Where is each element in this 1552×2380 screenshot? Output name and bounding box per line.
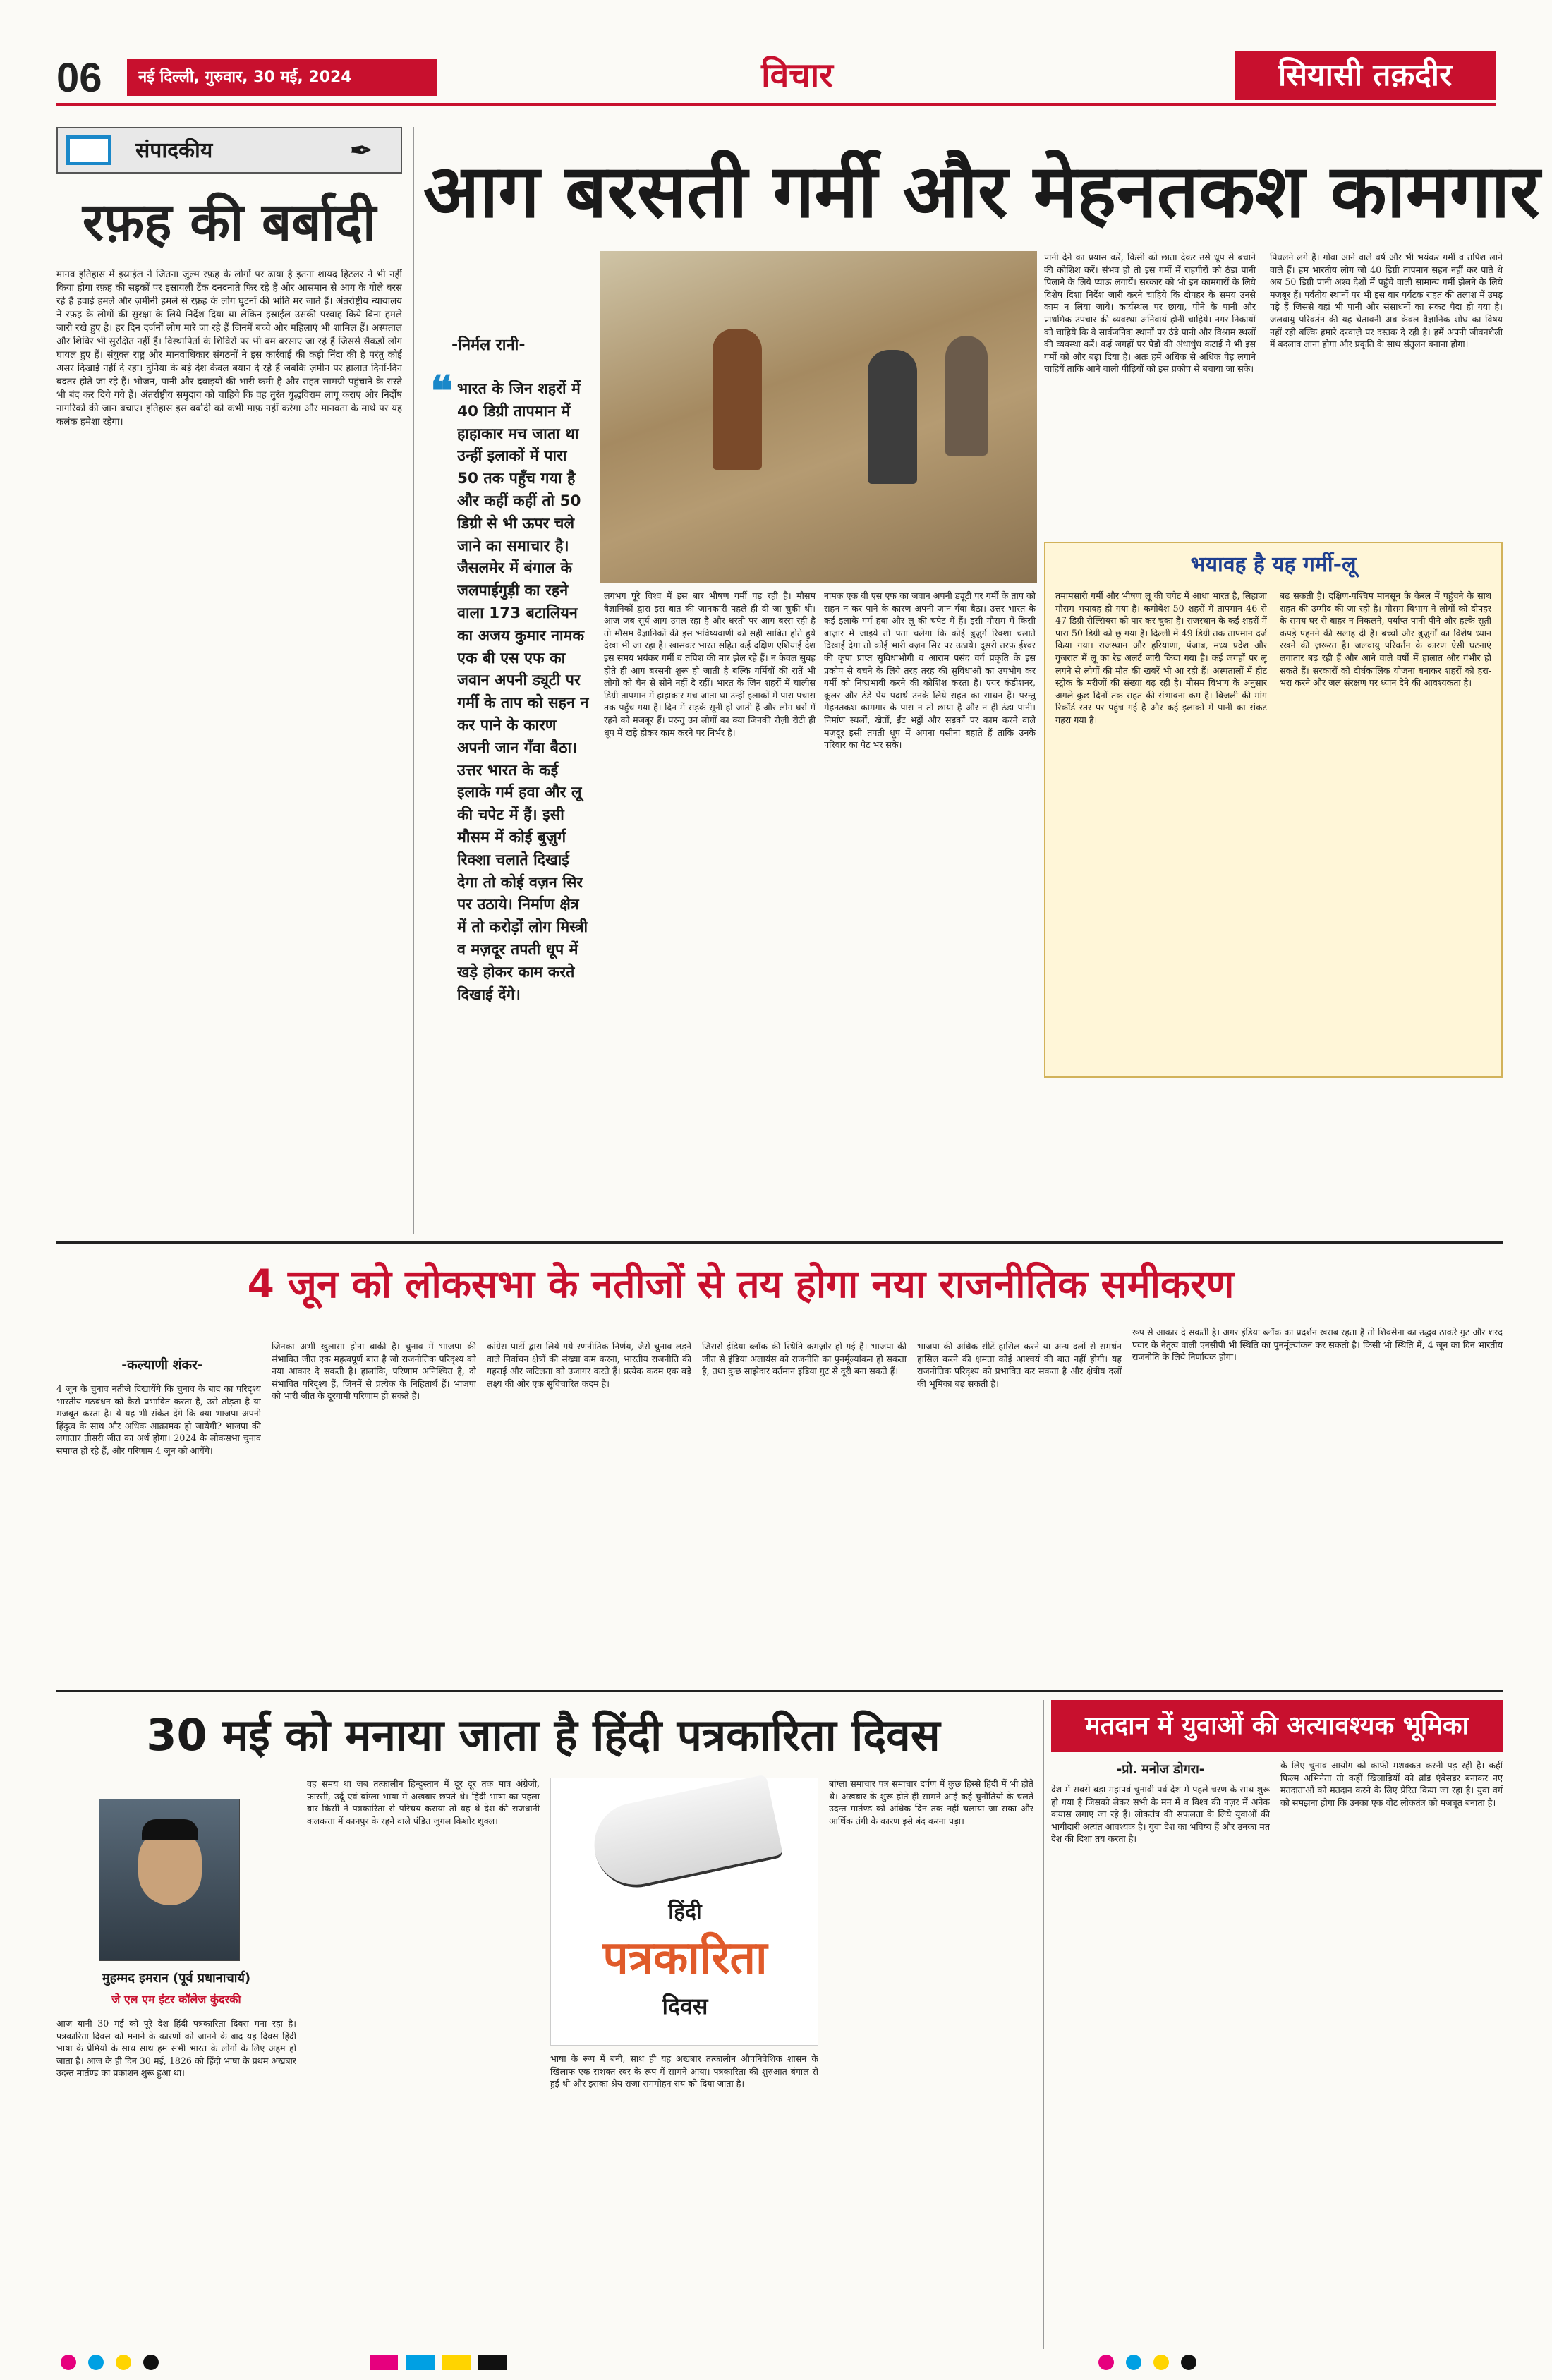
registration-mark [61,2355,76,2370]
lead-column-1: लगभग पूरे विश्व में इस बार भीषण गर्मी पड़ रही है। मौसम वैज्ञानिकों द्वारा इस बात की जानकारी पहले ही दी जा चुकी थी। आज जब सूर्य आग उगल रहा है और धरती पर आग बरस रही है तो मौसम वैज्ञानिकों की इस भविष्यवाणी को सही साबित होते हुये देखा भी जा रहा है। खासकर भारत सहित कई दक्षिण एशियाई देश इस समय भयंकर गर्मी व तपिश की मार झेल रहे हैं। न केवल सुबह होते ही आग बरसनी शुरू हो जाती है बल्कि गर्मियों की रातें भी लोगों को चैन से सोने नहीं दे रहीं। भारत के जिन शहरों में चालीस डिग्री तापमान में हाहाकार मच जाता था उन्हीं इलाकों में पारा पचास तक पहुँच गया है। दिन में सड़कें सूनी हो जाती हैं और लोग घरों में रहने को मजबूर हैं। परन्तु उन लोगों का क्या जिनकी रोज़ी रोटी ही धूप में खड़े होकर काम करने पर निर्भर है। [604,590,816,738]
registration-mark [1098,2355,1114,2370]
logo-text-hindi: हिंदी [668,1900,702,1924]
registration-mark [88,2355,104,2370]
page-header [56,51,1496,106]
election-column-5: भाजपा की अधिक सीटें हासिल करने या अन्य दलों से समर्थन हासिल करने की क्षमता कोई आश्चर्य की बात नहीं होगी। यह राजनीतिक परिदृश्य को प्रभावित कर सकता है और क्षेत्रीय दलों की भूमिका बढ़ सकती है। [917,1341,1122,1389]
lead-byline: -निर्मल रानी- [451,336,526,354]
editorial-body: मानव इतिहास में इस्राईल ने जितना जुल्म रफ़ह के लोगों पर ढाया है इतना शायद हिटलर ने भी नहीं किया होगा रफ़ह की सड़कों पर इस्रायली टैंक दनदनाते फिर रहे हैं और आसमान से आग के गोले बरस रहे हैं हवाई हमले और ज़मीनी हमले से रफ़ह के लोग घुटनों की भांति मर जाते हैं। अंतर्राष्ट्रीय न्यायालय ने रफ़ह के लोगों की सुरक्षा के लिये निर्देश दिया था लेकिन इस्राईल उसकी परवाह किये बिना हमले जारी रखे हुए है। हर दिन दर्जनों लोग मारे जा रहे हैं जिनमें बच्चे और महिलाएं भी शामिल हैं। अस्पताल और शिविर भी सुरक्षित नहीं हैं। विस्थापितों के शिविरों पर भी बम बरसाए जा रहे हैं जिससे सैकड़ों लोग घायल हुए हैं। संयुक्त राष्ट्र और मानवाधिकार संगठनों ने इस कार्रवाई की कड़ी निंदा की है परंतु कोई असर दिखाई नहीं दे रहा। दुनिया के बड़े देश केवल बयान दे रहे हैं जबकि ज़मीन पर हालात दिनों-दिन बदतर होते जा रहे हैं। भोजन, पानी और दवाइयों की भारी कमी है और राहत सामग्री पहुंचाने के रास्ते भी बंद कर दिये गये हैं। अंतर्राष्ट्रीय समुदाय को चाहिये कि वह तुरंत युद्धविराम लागू कराए और निर्दोष नागरिकों की जान बचाए। इतिहास इस बर्बादी को कभी माफ़ नहीं करेगा और मानवता के माथे पर यह कलंक हमेशा रहेगा। [56,269,402,427]
youth-divider [1043,1700,1044,2349]
dateline: नई दिल्ली, गुरुवार, 30 मई, 2024 [127,59,437,96]
editorial-title: रफ़ह की बर्बादी [82,192,377,253]
registration-mark [143,2355,159,2370]
section-rule [56,1690,1503,1692]
journalism-column-2: वह समय था जब तत्कालीन हिन्दुस्तान में दूर दूर तक मात्र अंग्रेजी, फ़ारसी, उर्दू एवं बांग्ला भाषा में अखबार छपते थे। हिंदी भाषा का पहला बार किसी ने पत्रकारिता से परिचय कराया तो वह थे देश की राजधानी कलकत्ता में कानपुर के रहने वाले पंडित जुगल किशोर शुक्ल। [307,1778,540,1826]
election-column-3: कांग्रेस पार्टी द्वारा लिये गये रणनीतिक निर्णय, जैसे चुनाव लड़ने वाले निर्वाचन क्षेत्रों की संख्या कम करना, भारतीय राजनीति की गहराई और जटिलता को उजागर करते हैं। प्रत्येक कदम एक बड़े लक्ष्य की ओर एक सुविचारित कदम है। [487,1341,691,1389]
election-column-4: जिससे इंडिया ब्लॉक की स्थिति कमज़ोर हो गई है। भाजपा की जीत से इंडिया अलायंस को राजनीति का पुनर्मूल्यांकन हो सकता है, तथा कुछ साझेदार वर्तमान इंडिया गुट से दूरी बना सकते हैं। [702,1341,907,1377]
election-column-1: 4 जून के चुनाव नतीजे दिखायेंगे कि चुनाव के बाद का परिदृश्य भारतीय गठबंधन को कैसे प्रभावित करता है, उसे तोड़ता है या मजबूत करता है। ये यह भी संकेत देंगे कि क्या भाजपा अपनी हिंदुत्व के साथ और अधिक आक्रामक हो जायेगी? भाजपा की लगातार तीसरी जीत का अर्थ होगा। 2024 के लोकसभा चुनाव समाप्त हो रहे हैं, और परिणाम 4 जून को आयेंगे। [56,1383,261,1456]
color-swatch [442,2355,471,2370]
youth-title: मतदान में युवाओं की अत्यावश्यक भूमिका [1051,1700,1503,1752]
registration-mark [116,2355,131,2370]
heat-sidebar-column-2: बढ़ सकती है। दक्षिण-पश्चिम मानसून के केरल में पहुंचने के साथ राहत की उम्मीद की जा रही है। मौसम विभाग ने लोगों को दोपहर के समय घर से बाहर न निकलने, पर्याप्त पानी पीने और हल्के सूती कपड़े पहनने की सलाह दी है। बच्चों और बुज़ुर्गों का विशेष ध्यान रखने की ज़रूरत है। जलवायु परिवर्तन के कारण ऐसी घटनाएं लगातार बढ़ रही हैं और आने वाले वर्षों में हालात और गंभीर हो सकते हैं। सरकारों को दीर्घकालिक योजना बनाकर शहरों को हरा-भरा करने और जल संरक्षण पर ध्यान देने की आवश्यकता है। [1280,590,1491,688]
journalism-column-1: आज यानी 30 मई को पूरे देश हिंदी पत्रकारिता दिवस मना रहा है। पत्रकारिता दिवस को मनाने के कारणों को जानने के बाद यह दिवस हिंदी भाषा के प्रेमियों के साथ साथ हम सभी भारत के लोगों के लिए अहम हो जाता है। आज के ही दिन 30 मई, 1826 को हिंदी भाषा के प्रथम अखबार उदन्त मार्तण्ड का प्रकाशन शुरू हुआ था। [56,2018,296,2079]
youth-byline: -प्रो. मनोज डोगरा- [1116,1762,1205,1777]
header-rule [56,103,1496,106]
author-cap [142,1819,198,1840]
color-swatch [406,2355,435,2370]
journalism-column-4: बांग्ला समाचार पत्र समाचार दर्पण में कुछ हिस्से हिंदी में भी होते थे। अखबार के शुरू होते ही सामने आई कई चुनौतियों के चलते उदन्त मार्तण्ड को अधिक दिन तक नहीं चलाया जा सका और आर्थिक तंगी के कारण इसे बंद करना पड़ा। [829,1778,1033,1826]
heat-sidebar [1044,542,1503,1078]
election-column-2: जिनका अभी खुलासा होना बाकी है। चुनाव में भाजपा की संभावित जीत एक महत्वपूर्ण बात है जो राजनीतिक परिदृश्य को नया आकार दे सकती है। हालांकि, परिणाम अनिश्चित है, दो संभावित परिदृश्य हैं, जिनमें से प्रत्येक के निहितार्थ हैं। भाजपा को भारी जीत के दूरगामी परिणाम हो सकते हैं। [272,1341,476,1402]
journalism-logo [550,1778,818,2046]
editorial [56,127,402,1234]
color-swatch [370,2355,398,2370]
pen-hand-sketch [586,1774,783,1895]
author-photo [99,1799,240,1961]
lead-column-4: पिघलने लगे हैं। गोवा आने वाले वर्ष और भी भयंकर गर्मी व तपिश लाने वाले हैं। हम भारतीय लोग जो 40 डिग्री तापमान सहन नहीं कर पाते थे अब 50 डिग्री पानी अश्व देशों में पहुंचे वाली सामान्य गर्मी झेलने के लिये मजबूर हैं। पर्वतीय स्थानों पर भी इस बार पर्यटक राहत की तलाश में उमड़ पड़े हैं जिससे वहां भी पानी और संसाधनों का संकट पैदा हो गया है। जलवायु परिवर्तन की यह चेतावनी अब केवल वैज्ञानिक शोध का विषय नहीं रही बल्कि हमारे दरवाज़े पर दस्तक दे रही है। हमें अपनी जीवनशैली में बदलाव लाना होगा और प्रकृति के साथ संतुलन बनाना होगा। [1270,252,1503,350]
journalism-column-3: भाषा के रूप में बनी, साथ ही यह अखबार तत्कालीन औपनिवेशिक शासन के खिलाफ एक सशक्त स्वर के रूप में सामने आया। पत्रकारिता की शुरुआत बंगाल से हुई थी और इसका श्रेय राजा राममोहन राय को दिया जाता है। [550,2053,818,2089]
color-swatch [478,2355,507,2370]
registration-mark [1153,2355,1169,2370]
section-label: विचार [761,56,833,95]
youth-column-1: देश में सबसे बड़ा महापर्व चुनावी पर्व देश में पहले चरण के साथ शुरू हो गया है जिसको लेकर सभी के मन में व विश्व की नज़र में अनेक कयास लगाए जा रहे हैं। लोकतंत्र की सफलता के लिये युवाओं की भागीदारी अत्यंत आवश्यक है। युवा देश का भविष्य हैं और उनका मत देश की दिशा तय करता है। [1051,1784,1270,1845]
quill-icon: ✒ [349,135,373,167]
logo-text-divas: दिवस [662,1993,708,2020]
lead-column-3: पानी देने का प्रयास करें, किसी को छाता देकर उसे धूप से बचाने की कोशिश करें। संभव हो तो इस गर्मी में राहगीरों को ठंडा पानी पिलाने के लिये प्याऊ लगायें। सरकार को भी इन कामगारों के लिये विशेष दिशा निर्देश जारी करने चाहिये कि दोपहर के समय उनसे काम न लिया जाये। कार्यस्थल पर छाया, पीने के पानी और प्राथमिक उपचार की व्यवस्था अनिवार्य होनी चाहिये। नगर निकायों को चाहिये कि वे सार्वजनिक स्थानों पर ठंडे पानी और विश्राम स्थलों की व्यवस्था करें। कई जगहों पर पेड़ों की अंधाधुंध कटाई ने भी इस गर्मी को और बढ़ा दिया है। अतः हमें अधिक से अधिक पेड़ लगाने चाहियें ताकि आने वाली पीढ़ियों को इस प्रकोप से बचाया जा सके। [1044,252,1256,375]
editorial-label: संपादकीय [135,138,213,163]
worker-figure [945,336,988,456]
journalism-title: 30 मई को मनाया जाता है हिंदी पत्रकारिता दिवस [146,1709,940,1761]
election-column-6: रूप से आकार दे सकती है। अगर इंडिया ब्लॉक का प्रदर्शन खराब रहता है तो शिवसेना का उद्धव ठाकरे गुट और शरद पवार के नेतृत्व वाली एनसीपी भी स्थिति का पुनर्मूल्यांकन कर सकती है। किसी भी स्थिति में, 4 जून का दिन भारतीय राजनीति के लिये निर्णायक होगा। [1132,1327,1503,1363]
author-name: मुहम्मद इमरान (पूर्व प्रधानाचार्य) [102,1971,251,1986]
registration-mark [1126,2355,1141,2370]
quote-mark-icon: ❝ [430,367,454,416]
section-rule [56,1241,1503,1244]
election-byline: -कल्याणी शंकर- [121,1357,203,1373]
print-color-bar [56,2355,1503,2376]
worker-figure [868,350,917,484]
heat-sidebar-column-1: तमामसारी गर्मी और भीषण लू की चपेट में आधा भारत है, लिहाजा मौसम भयावह हो गया है। कमोबेश 50 शहरों में तापमान 46 से 47 डिग्री सेल्सियस को पार कर चुका है। राजस्थान के कई शहरों में पारा 50 डिग्री को छू गया है। दिल्ली में 49 डिग्री तक तापमान दर्ज किया गया। राजस्थान और हरियाणा, पंजाब, मध्य प्रदेश और गुजरात में लू का रेड अलर्ट जारी किया गया है। कई जगहों पर लू लगने से लोगों की मौत की खबरें भी आ रही हैं। अस्पतालों में हीट स्ट्रोक के मरीजों की संख्या बढ़ रही है। मौसम विभाग के अनुसार अगले कुछ दिनों तक राहत की संभावना कम है। बिजली की मांग रिकॉर्ड स्तर पर पहुंच गई है और कई इलाकों में पानी का संकट गहरा गया है। [1055,590,1267,725]
masthead: सियासी तक़दीर [1235,51,1496,100]
lead-column-2: नामक एक बी एस एफ का जवान अपनी ड्यूटी पर गर्मी के ताप को सहन न कर पाने के कारण अपनी जान गँवा बैठा। उत्तर भारत के कई इलाके गर्म हवा और लू की चपेट में हैं। इसी मौसम में किसी बाज़ार में जाइये तो पता चलेगा कि कोई बुज़ुर्ग रिक्शा चलाते दिखाई देगा तो कोई भारी वज़न सिर पर उठाये। दूसरी तरफ़ ईश्वर की कृपा प्राप्त सुविधाभोगी व आराम पसंद वर्ग प्रकृति के इस प्रकोप से बचने के लिये तरह तरह की सुविधाओं का उपभोग कर गर्मी को निष्प्रभावी करने की कोशिश करता है। एयर कंडीशनर, कूलर और ठंडे पेय पदार्थ उनके लिये राहत का साधन हैं। परन्तु मेहनतकश कामगार के पास न तो छाया है और न ही ठंडा पानी। निर्माण स्थलों, खेतों, ईंट भट्ठों और सड़कों पर काम करने वाले मज़दूर इसी तपती धूप में अपना पसीना बहाते हैं ताकि उनके परिवार का पेट भर सके। [824,590,1036,751]
worker-figure [713,329,762,470]
page-number: 06 [56,55,102,101]
registration-mark [1181,2355,1196,2370]
logo-text-patrakarita: पत्रकारिता [602,1932,768,1984]
lead-photo-workers [600,251,1037,583]
editorial-label-box [56,127,402,174]
lead-title: आग बरसती गर्मी और मेहनतकश कामगार [423,148,1540,234]
election-title: 4 जून को लोकसभा के नतीजों से तय होगा नया राजनीतिक समीकरण [247,1261,1235,1306]
author-title: जे एल एम इंटर कॉलेज कुंदरकी [111,1993,241,2006]
editorial-divider [413,127,414,1234]
lead-pull-quote: भारत के जिन शहरों में 40 डिग्री तापमान में हाहाकार मच जाता था उन्हीं इलाकों में पारा 50 तक पहुँच गया है और कहीं कहीं तो 50 डिग्री से भी ऊपर चले जाने का समाचार है। जैसलमेर में बंगाल के जलपाईगुड़ी का रहने वाला 173 बटालियन का अजय कुमार नामक एक बी एस एफ का जवान अपनी ड्यूटी पर गर्मी के ताप को सहन न कर पाने के कारण अपनी जान गँवा बैठा। उत्तर भारत के कई इलाके गर्म हवा और लू की चपेट में हैं। इसी मौसम में कोई बुज़ुर्ग रिक्शा चलाते दिखाई देगा तो कोई वज़न सिर पर उठाये। निर्माण क्षेत्र में तो करोड़ों लोग मिस्त्री व मज़दूर तपती धूप में खड़े होकर काम करते दिखाई देंगे। [457,380,589,1004]
editorial-checkbox-icon [66,135,111,165]
heat-sidebar-title: भयावह है यह गर्मी-लू [1190,552,1357,577]
youth-column-2: के लिए चुनाव आयोग को काफी मशक्कत करनी पड़ रही है। कहीं फिल्म अभिनेता तो कहीं खिलाड़ियों को ब्रांड एंबेसडर बनाकर नए मतदाताओं को मतदान करने के लिए प्रेरित किया जा रहा है। युवा वर्ग को समझना होगा कि उनका एक वोट लोकतंत्र को मजबूत बनाता है। [1280,1760,1503,1808]
